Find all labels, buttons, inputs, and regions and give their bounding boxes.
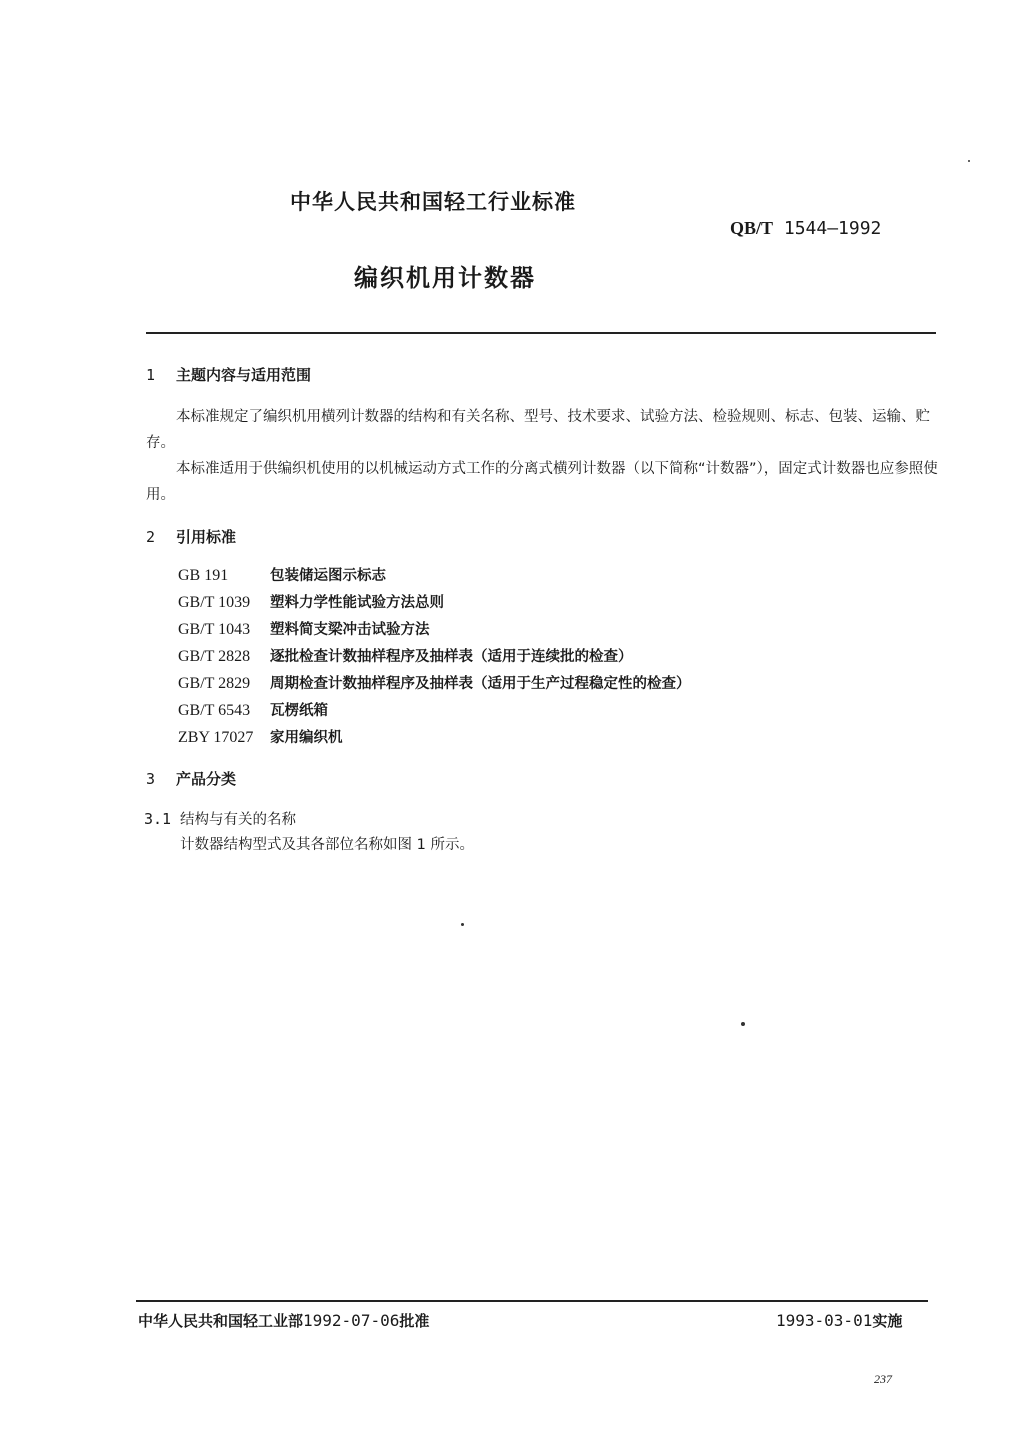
subsection-3-1-number: 3.1 [144,810,172,828]
standard-code-prefix: QB/T [730,218,774,238]
subsection-3-1-text: 计数器结构型式及其各部位名称如图 1 所示。 [180,837,474,853]
section-2-heading [146,526,236,547]
subsection-3-1-heading [144,808,296,829]
page-number: 237 [874,1372,892,1386]
reference-standards-list [178,562,691,751]
section-1-number: 1 [146,366,156,384]
section-1-title: 主题内容与适用范围 [176,366,312,384]
header-divider [146,332,936,334]
reference-code: GB/T 6543 [178,702,251,719]
reference-code: GB 191 [178,567,229,584]
reference-item [178,643,691,670]
section-2-number: 2 [146,528,156,546]
section-2-title: 引用标准 [176,528,237,546]
section-3-heading [146,768,236,789]
reference-code: GB/T 1039 [178,594,251,611]
standard-category-heading: 中华人民共和国轻工行业标准 [290,190,576,214]
reference-item [178,589,691,616]
standard-code [730,218,881,239]
approval-label: 批准 [399,1312,430,1330]
scan-speck [968,160,970,162]
reference-name: 家用编织机 [270,730,343,746]
reference-name: 塑料简支梁冲击试验方法 [270,622,430,638]
section-3-number: 3 [146,770,156,788]
section-1-paragraph-1-text: 本标准规定了编织机用横列计数器的结构和有关名称、型号、技术要求、试验方法、检验规则、标志、包装、运输、贮存。 [146,409,930,451]
reference-code: GB/T 2829 [178,675,251,692]
implementation-label: 实施 [872,1312,903,1330]
approval-date: 1992-07-06 [303,1311,400,1330]
section-1-paragraph-2-text: 本标准适用于供编织机使用的以机械运动方式工作的分离式横列计数器（以下简称“计数器”），固定式计数器也应参照使用。 [146,461,938,503]
reference-item [178,562,691,589]
section-3-title: 产品分类 [176,770,237,788]
standard-code-number: 1544—1992 [783,218,882,239]
scan-speck [741,1022,745,1026]
reference-name: 逐批检查计数抽样程序及抽样表（适用于连续批的检查） [270,649,633,665]
approval-authority: 中华人民共和国轻工业部 [138,1312,304,1330]
section-1-heading [146,364,311,385]
subsection-3-1-title: 结构与有关的名称 [180,812,296,828]
reference-item [178,724,691,751]
document-title: 编织机用计数器 [354,264,536,292]
reference-code: GB/T 2828 [178,648,251,665]
reference-code: ZBY 17027 [178,729,254,746]
implementation-line [776,1310,902,1331]
reference-item [178,616,691,643]
section-1-paragraph-2 [146,456,942,508]
reference-name: 周期检查计数抽样程序及抽样表（适用于生产过程稳定性的检查） [270,676,691,692]
reference-item [178,670,691,697]
scan-speck [461,923,464,926]
reference-name: 瓦楞纸箱 [270,703,328,719]
approval-line [138,1310,429,1331]
section-1-paragraph-1 [146,404,942,456]
reference-name: 塑料力学性能试验方法总则 [270,595,444,611]
reference-name: 包装储运图示标志 [270,568,386,584]
implementation-date: 1993-03-01 [776,1311,873,1330]
reference-item [178,697,691,724]
reference-code: GB/T 1043 [178,621,251,638]
footer-divider [136,1300,928,1302]
